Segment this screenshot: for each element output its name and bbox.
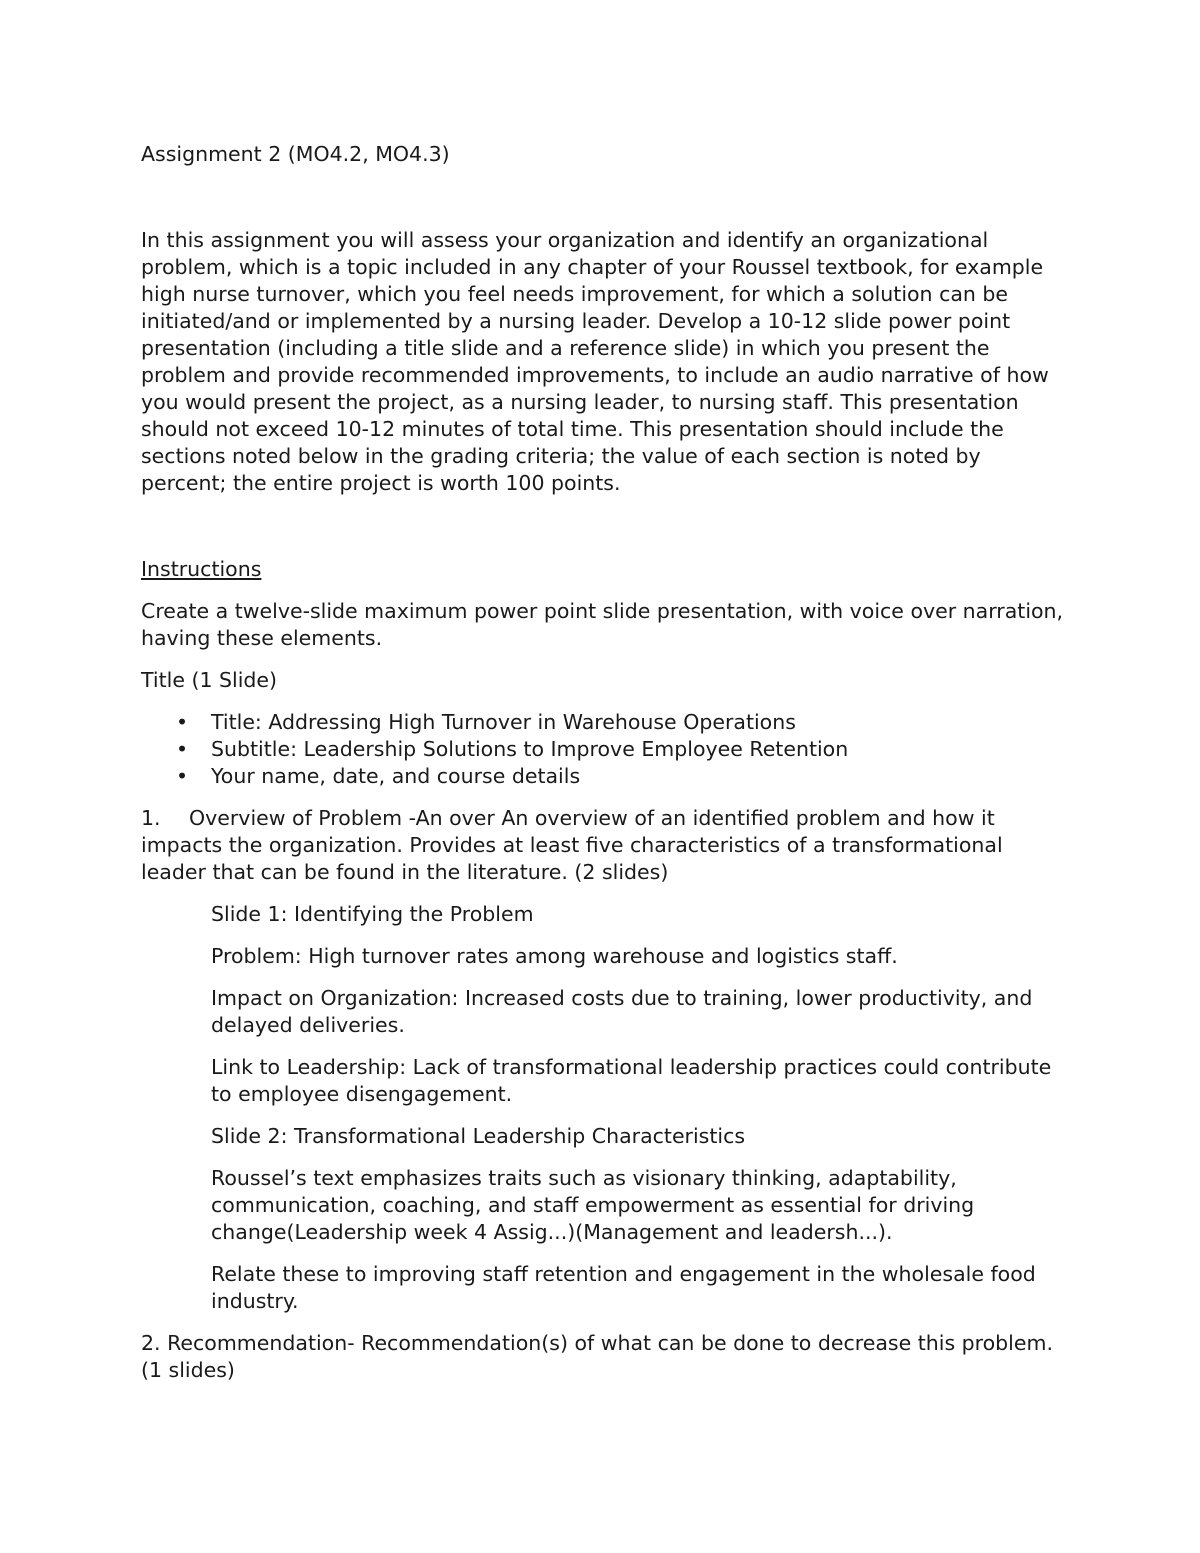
leadership-link-statement: Link to Leadership: Lack of transformational leadership practices could contribute to employee disengagement. <box>211 1055 1052 1106</box>
title-bullet-list <box>141 709 1066 790</box>
list-item <box>141 736 1066 763</box>
bullet-icon: • <box>176 764 189 788</box>
intro-paragraph: In this assignment you will assess your organization and identify an organizational problem, which is a topic included in any chapter of your Roussel textbook, for example high nurse turnover, which you feel needs improvement, for which a solution can be initiated/and or implemented by a nursing leader. Develop a 10-12 slide power point presentation (including a title slide and a reference slide) in which you present the problem and provide recommended improvements, to include an audio narrative of how you would present the project, as a nursing leader, to nursing staff. This presentation should not exceed 10-12 minutes of total time. This presentation should include the sections noted below in the grading criteria; the value of each section is noted by percent; the entire project is worth 100 points. <box>141 228 1049 495</box>
item-text: Overview of Problem -An over An overview of an identified problem and how it impacts the organization. Provides at least five characteristics of a transformational leader that can be found in the literature. (2 slides) <box>141 806 1003 884</box>
assignment-title: Assignment 2 (MO4.2, MO4.3) <box>141 142 450 166</box>
bullet-text: Subtitle: Leadership Solutions to Improve Employee Retention <box>211 737 849 761</box>
numbered-item-overview <box>141 805 1066 886</box>
document-page <box>141 141 1066 1399</box>
numbered-item-recommendation: 2. Recommendation- Recommendation(s) of what can be done to decrease this problem. (1 slides) <box>141 1331 1053 1382</box>
slide2-heading: Slide 2: Transformational Leadership Characteristics <box>211 1124 746 1148</box>
instructions-heading: Instructions <box>141 557 262 581</box>
bullet-icon: • <box>176 737 189 761</box>
roussel-traits-statement: Roussel’s text emphasizes traits such as visionary thinking, adaptability, communication, coaching, and staff empowerment as essential for driving change(Leadership week 4 Assig...)(Management and leadersh...). <box>211 1166 975 1244</box>
list-item <box>141 763 1066 790</box>
bullet-text: Your name, date, and course details <box>211 764 581 788</box>
item-number: 1. <box>141 806 161 830</box>
slide1-heading: Slide 1: Identifying the Problem <box>211 902 534 926</box>
list-item <box>141 709 1066 736</box>
relate-statement: Relate these to improving staff retention and engagement in the wholesale food industry. <box>211 1262 1036 1313</box>
title-section-label: Title (1 Slide) <box>141 668 278 692</box>
bullet-text: Title: Addressing High Turnover in Warehouse Operations <box>211 710 796 734</box>
problem-statement: Problem: High turnover rates among warehouse and logistics staff. <box>211 944 898 968</box>
instructions-text: Create a twelve-slide maximum power point slide presentation, with voice over narration, having these elements. <box>141 599 1064 650</box>
bullet-icon: • <box>176 710 189 734</box>
impact-statement: Impact on Organization: Increased costs due to training, lower productivity, and delayed deliveries. <box>211 986 1033 1037</box>
